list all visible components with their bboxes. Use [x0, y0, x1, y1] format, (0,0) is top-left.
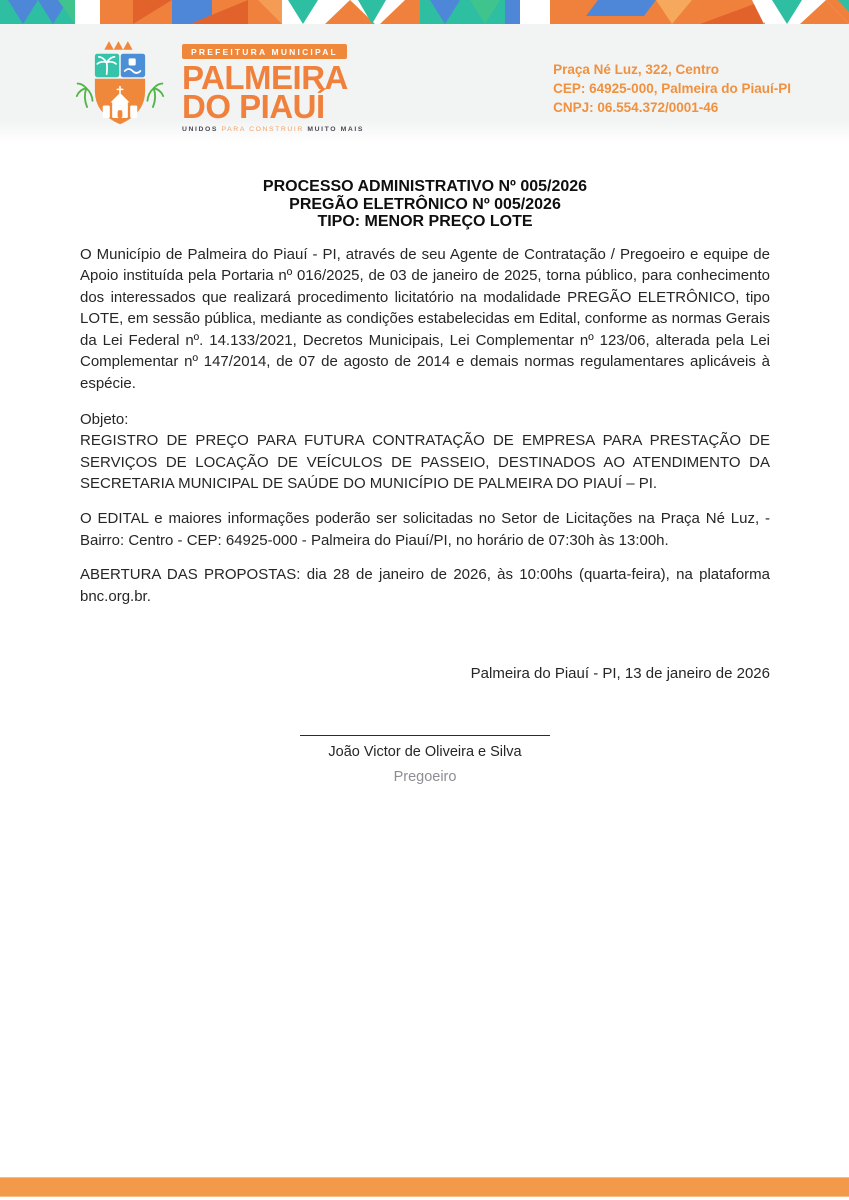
org-tagline [182, 126, 364, 133]
objeto-section [80, 409, 770, 495]
signature-name: João Victor de Oliveira e Silva [328, 744, 522, 761]
decorative-bottom-bar [0, 1177, 849, 1197]
tagline-part-1: UNIDOS [182, 126, 219, 133]
municipal-logo [72, 36, 364, 140]
contact-cnpj: CNPJ: 06.554.372/0001-46 [553, 100, 719, 115]
title-line-pregao: PREGÃO ELETRÔNICO Nº 005/2026 [289, 195, 561, 213]
tagline-part-3: MUITO MAIS [307, 126, 365, 133]
letterhead [0, 24, 849, 142]
org-name-line2: DO PIAUÍ [182, 88, 325, 125]
edital-paragraph: O EDITAL e maiores informações poderão ser solicitadas no Setor de Licitações na Praça Né Luz, - Bairro: Centro - CEP: 64925-000 - Palmeira do Piauí/PI, no horário de 07:30h às 13:00h. [80, 510, 770, 549]
intro-paragraph: O Município de Palmeira do Piauí - PI, através de seu Agente de Contratação / Pregoeiro e equipe de Apoio instituída pela Portaria nº 016/2025, de 03 de janeiro de 2025, torna público, para conhecimento dos interessados que realizará procedimento licitatório na modalidade PREGÃO ELETRÔNICO, tipo LOTE, em sessão pública, mediante as condições estabelecidas em Edital, conforme as normas Gerais da Lei Federal nº. 14.133/2021, Decretos Municipais, Lei Complementar nº 123/06, alterada pela Lei Complementar nº 147/2014, de 07 de agosto de 2014 e demais normas regulamentares aplicáveis à espécie. [80, 245, 770, 393]
signature-block [80, 735, 770, 785]
contact-cep: CEP: 64925-000, Palmeira do Piauí-PI [553, 81, 791, 96]
title-line-processo: PROCESSO ADMINISTRATIVO Nº 005/2026 [262, 178, 588, 195]
org-name [182, 59, 364, 125]
objeto-label: Objeto: [80, 410, 129, 428]
tagline-part-2: PARA CONSTRUIR [221, 126, 304, 133]
document-title [80, 178, 770, 231]
org-name-line1: PALMEIRA [182, 59, 348, 96]
date-line: Palmeira do Piauí - PI, 13 de janeiro de 2026 [470, 665, 770, 683]
document-body [0, 142, 849, 785]
objeto-paragraph: REGISTRO DE PREÇO PARA FUTURA CONTRATAÇÃO DE EMPRESA PARA PRESTAÇÃO DE SERVIÇOS DE LOCAÇÃO DE VEÍCULOS DE PASSEIO, DESTINADOS AO ATENDIMENTO DA SECRETARIA MUNICIPAL DE SAÚDE DO MUNICÍPIO DE PALMEIRA DO PIAUÍ – PI. [80, 432, 770, 493]
contact-info [553, 60, 791, 117]
signature-rule [300, 735, 550, 736]
contact-address: Praça Né Luz, 322, Centro [553, 62, 719, 77]
signature-role: Pregoeiro [393, 769, 457, 786]
decorative-top-pattern [0, 0, 849, 24]
municipal-crest-icon [72, 38, 168, 140]
abertura-paragraph: ABERTURA DAS PROPOSTAS: dia 28 de janeiro de 2026, às 10:00hs (quarta-feira), na plataforma bnc.org.br. [80, 566, 770, 605]
title-line-tipo: TIPO: MENOR PREÇO LOTE [317, 213, 533, 230]
org-badge: PREFEITURA MUNICIPAL [182, 44, 347, 59]
